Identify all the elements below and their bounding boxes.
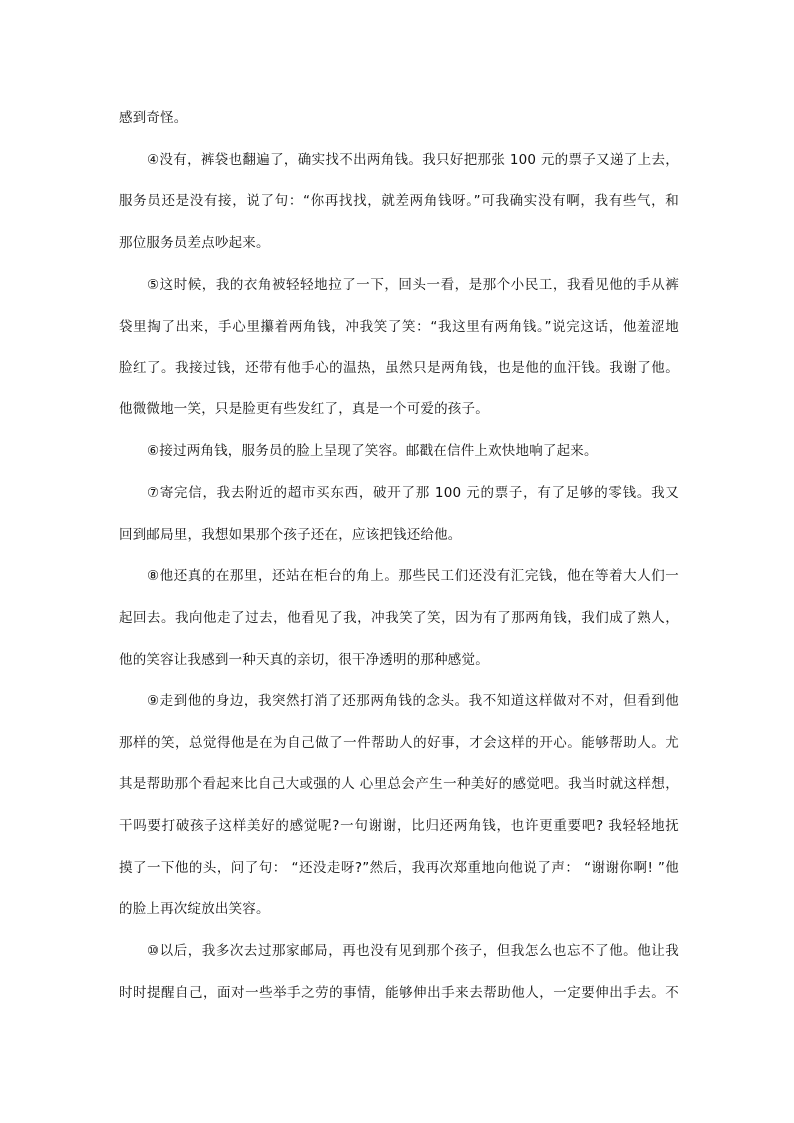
paragraph-line: 那位服务员差点吵起来。 [119,235,270,251]
paragraph-line: 其是帮助那个看起来比自己大或强的人 心里总会产生一种美好的感觉吧。我当时就这样想， [119,776,679,792]
paragraph-line: 时时提醒自己，面对一些举手之劳的事情，能够伸出手来去帮助他人，一定要伸出手去。不 [119,985,679,1001]
paragraph-line: ⑨走到他的身边，我突然打消了还那两角钱的念头。我不知道这样做对不对，但看到他 [147,693,679,709]
paragraph-line: 的脸上再次绽放出笑容。 [119,901,270,917]
paragraph-line: ⑩以后，我多次去过那家邮局，再也没有见到那个孩子，但我怎么也忘不了他。他让我 [147,943,679,959]
paragraph-line: 感到奇怪。 [119,110,188,126]
paragraph-line: ④没有，裤袋也翻遍了，确实找不出两角钱。我只好把那张 100 元的票子又递了上去， [147,152,679,168]
paragraph-line: 摸了一下他的头，问了句： “还没走呀?”然后，我再次郑重地向他说了声： “谢谢你啊! ”他 [119,860,679,876]
paragraph-line: 干吗要打破孩子这样美好的感觉呢?一句谢谢，比归还两角钱，也许更重要吧? 我轻轻地抚 [119,818,679,834]
paragraph-line: 袋里掏了出来，手心里攥着两角钱，冲我笑了笑：“我这里有两角钱。”说完这话，他羞涩地 [119,319,679,335]
paragraph-line: ⑥接过两角钱，服务员的脸上呈现了笑容。邮戳在信件上欢快地响了起来。 [147,443,598,459]
paragraph-line: 起回去。我向他走了过去，他看见了我，冲我笑了笑，因为有了那两角钱，我们成了熟人， [119,610,679,626]
paragraph-line: 他微微地一笑，只是脸更有些发红了，真是一个可爱的孩子。 [119,401,489,417]
paragraph-line: 那样的笑，总觉得他是在为自己做了一件帮助人的好事，才会这样的开心。能够帮助人。尤 [119,735,679,751]
paragraph-line: 服务员还是没有接，说了句：“你再找找，就差两角钱呀。”可我确实没有啊，我有些气，和 [119,193,679,209]
paragraph-line: 脸红了。我接过钱，还带有他手心的温热，虽然只是两角钱，也是他的血汗钱。我谢了他。 [119,360,679,376]
paragraph-line: ⑧他还真的在那里，还站在柜台的角上。那些民工们还没有汇完钱，他在等着大人们一 [147,568,679,584]
paragraph-line: 他的笑容让我感到一种天真的亲切，很干净透明的那种感觉。 [119,652,489,668]
paragraph-line: 回到邮局里，我想如果那个孩子还在，应该把钱还给他。 [119,527,462,543]
paragraph-line: ⑤这时候，我的衣角被轻轻地拉了一下，回头一看，是那个小民工，我看见他的手从裤 [147,277,679,293]
paragraph-line: ⑦寄完信，我去附近的超市买东西，破开了那 100 元的票子，有了足够的零钱。我又 [147,485,679,501]
